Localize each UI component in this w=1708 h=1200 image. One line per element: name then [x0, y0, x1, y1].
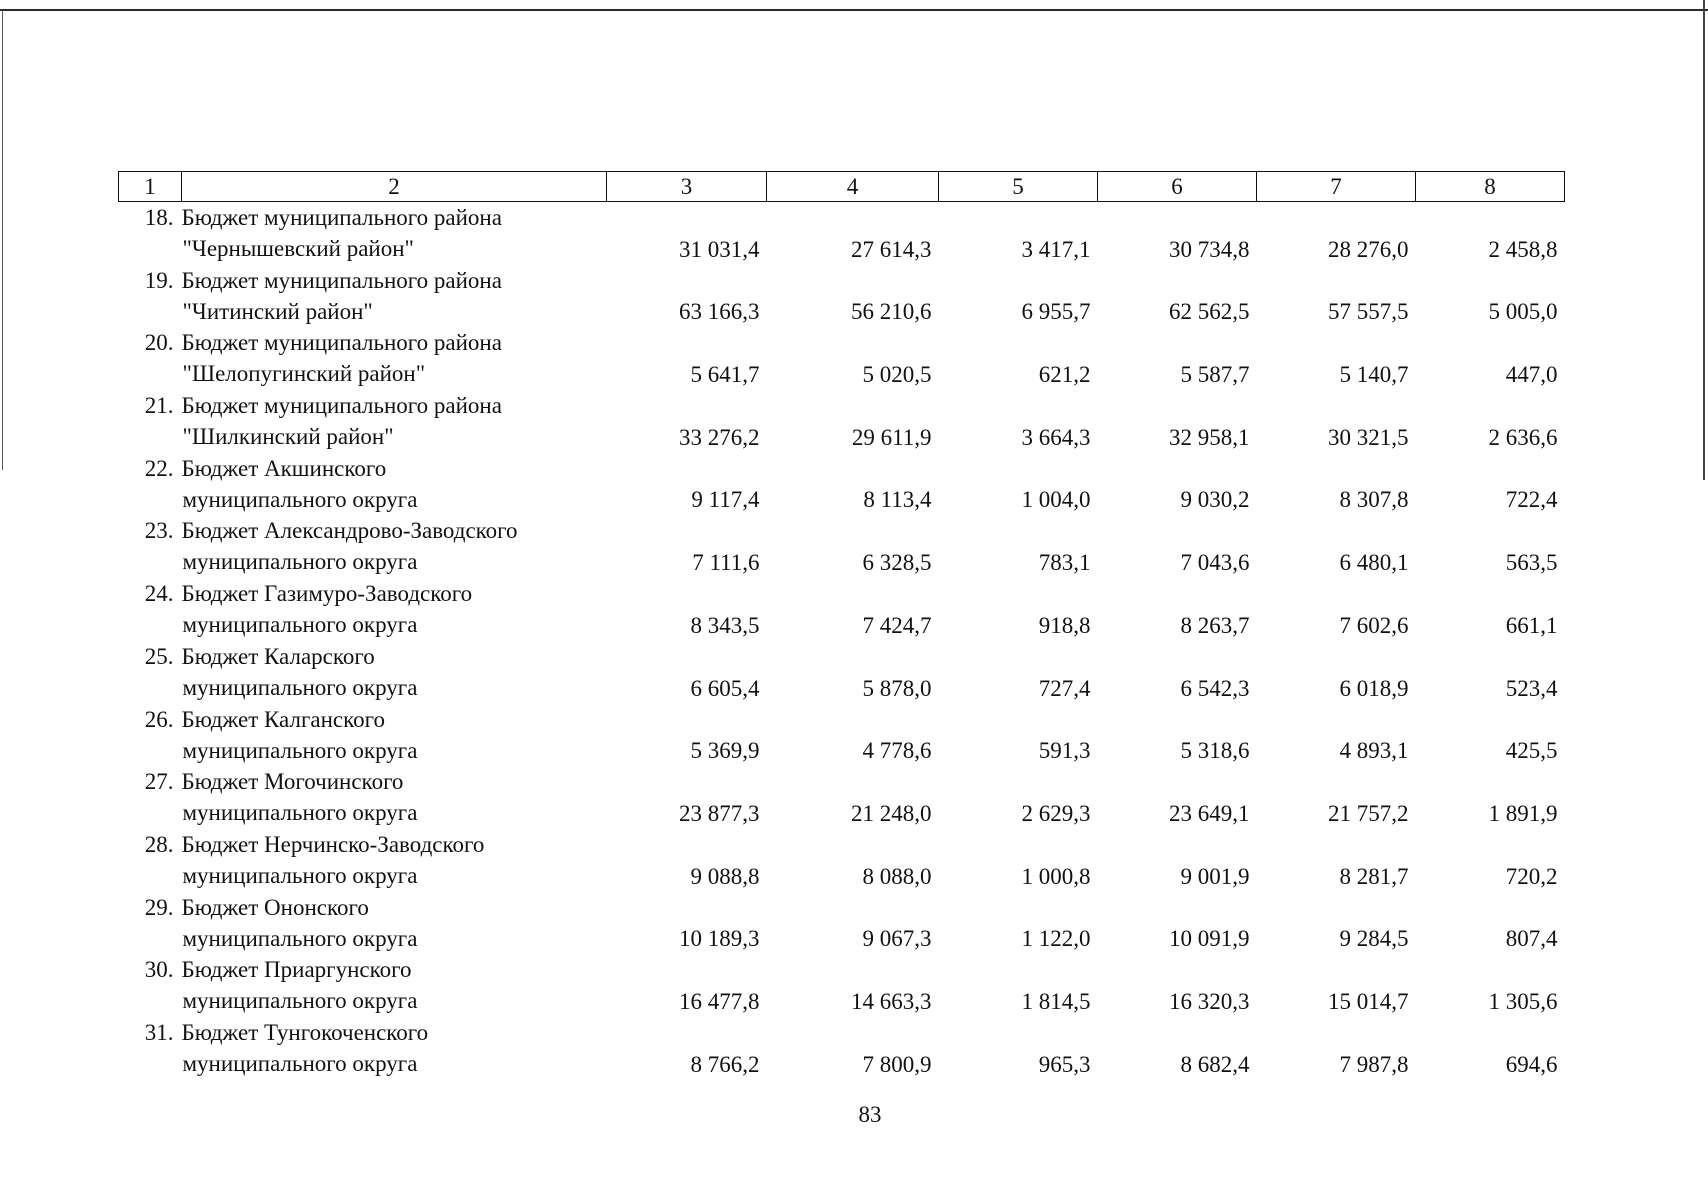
value-col-8: 2 458,8: [1488, 236, 1558, 262]
value-col-4: 7 800,9: [862, 1051, 932, 1077]
table-row: [119, 515, 1565, 578]
column-header-5: 5: [939, 172, 1098, 202]
value-col-8: 807,4: [1505, 926, 1558, 952]
value-col-7: 8 307,8: [1339, 487, 1409, 513]
table-row: [119, 202, 1565, 265]
value-col-4: 9 067,3: [862, 926, 932, 952]
column-header-7: 7: [1257, 172, 1416, 202]
budget-name-line-1: Бюджет Тунгокоченского: [181, 1019, 429, 1045]
value-col-8: 1 891,9: [1488, 800, 1558, 826]
budget-name: [182, 704, 607, 767]
budget-name: [182, 892, 607, 955]
value-col-3: 9 088,8: [690, 863, 760, 889]
budget-name-line-1: Бюджет Александрово-Заводского: [181, 518, 518, 544]
budget-name: [182, 327, 607, 390]
table-row: [119, 453, 1565, 516]
budget-name-line-1: Бюджет муниципального района: [181, 393, 502, 419]
value-col-4: 27 614,3: [851, 236, 932, 262]
value-col-6: 10 091,9: [1169, 926, 1250, 952]
scan-border-left: [2, 10, 3, 470]
budget-name-line-2: муниципального округа: [182, 486, 418, 512]
table-row: [119, 766, 1565, 829]
value-col-8: 425,5: [1505, 738, 1558, 764]
value-col-6: 8 263,7: [1180, 612, 1250, 638]
scan-border-top: [0, 9, 1708, 11]
row-number: 30.: [144, 957, 174, 983]
budget-name-line-2: муниципального округа: [182, 737, 418, 763]
budget-name-line-2: "Читинский район": [182, 298, 373, 324]
value-col-8: 2 636,6: [1488, 424, 1558, 450]
budget-name: [182, 390, 607, 453]
budget-name: [182, 766, 607, 829]
value-col-4: 6 328,5: [862, 550, 932, 576]
value-col-5: 3 417,1: [1021, 236, 1091, 262]
row-number: 20.: [144, 330, 174, 356]
value-col-8: 563,5: [1505, 550, 1558, 576]
budget-name-line-1: Бюджет Калганского: [181, 706, 385, 732]
value-col-5: 918,8: [1038, 612, 1091, 638]
value-col-4: 56 210,6: [851, 299, 932, 325]
value-col-3: 33 276,2: [679, 424, 760, 450]
value-col-4: 8 113,4: [863, 487, 932, 513]
row-number: 29.: [144, 894, 174, 920]
value-col-6: 62 562,5: [1169, 299, 1250, 325]
value-col-4: 5 878,0: [862, 675, 932, 701]
value-col-5: 727,4: [1038, 675, 1091, 701]
value-col-3: 8 343,5: [690, 612, 760, 638]
row-number: 28.: [144, 831, 174, 857]
budget-name-line-2: муниципального округа: [182, 800, 418, 826]
value-col-4: 4 778,6: [862, 738, 932, 764]
row-number: 23.: [144, 518, 174, 544]
column-header-6: 6: [1098, 172, 1257, 202]
budget-name: [182, 954, 607, 1017]
table-row: [119, 954, 1565, 1017]
value-col-5: 621,2: [1038, 362, 1091, 388]
value-col-7: 21 757,2: [1328, 800, 1409, 826]
budget-name-line-2: муниципального округа: [182, 862, 418, 888]
column-header-8: 8: [1416, 172, 1565, 202]
budget-name-line-2: муниципального округа: [182, 612, 418, 638]
budget-name: [182, 202, 607, 265]
value-col-3: 31 031,4: [679, 236, 760, 262]
table-row: [119, 704, 1565, 767]
value-col-8: 694,6: [1505, 1051, 1558, 1077]
budget-name-line-2: "Шелопугинский район": [182, 361, 426, 387]
budget-name-line-1: Бюджет Каларского: [181, 643, 375, 669]
value-col-7: 7 987,8: [1339, 1051, 1409, 1077]
table-row: [119, 390, 1565, 453]
value-col-7: 57 557,5: [1328, 299, 1409, 325]
budget-name: [182, 453, 607, 516]
value-col-3: 16 477,8: [679, 988, 760, 1014]
budget-name-line-1: Бюджет Нерчинско-Заводского: [181, 831, 485, 857]
value-col-7: 15 014,7: [1328, 988, 1409, 1014]
budget-name-line-2: муниципального округа: [182, 988, 418, 1014]
table-body: [119, 202, 1565, 1080]
value-col-5: 965,3: [1038, 1051, 1091, 1077]
value-col-4: 7 424,7: [862, 612, 932, 638]
budget-name-line-1: Бюджет муниципального района: [181, 205, 502, 230]
row-number: 21.: [144, 393, 174, 419]
header-row: [119, 172, 1565, 202]
budget-name: [182, 829, 607, 892]
value-col-5: 6 955,7: [1021, 299, 1091, 325]
value-col-3: 5 641,7: [690, 362, 760, 388]
row-number: 31.: [144, 1019, 174, 1045]
value-col-7: 4 893,1: [1339, 738, 1409, 764]
row-number: 18.: [144, 205, 174, 230]
value-col-6: 6 542,3: [1180, 675, 1250, 701]
table-row: [119, 892, 1565, 955]
budget-name: [182, 641, 607, 704]
value-col-4: 29 611,9: [851, 424, 932, 450]
budget-name: [182, 265, 607, 328]
value-col-3: 63 166,3: [679, 299, 760, 325]
budget-name: [182, 515, 607, 578]
table-row: [119, 829, 1565, 892]
value-col-6: 7 043,6: [1180, 550, 1250, 576]
table-row: [119, 327, 1565, 390]
budget-name-line-1: Бюджет муниципального района: [181, 267, 502, 293]
value-col-5: 1 122,0: [1021, 926, 1091, 952]
value-col-4: 14 663,3: [851, 988, 932, 1014]
value-col-8: 5 005,0: [1488, 299, 1558, 325]
budget-name-line-2: муниципального округа: [182, 549, 418, 575]
table-row: [119, 578, 1565, 641]
table-row: [119, 1017, 1565, 1080]
value-col-8: 523,4: [1505, 675, 1558, 701]
value-col-6: 5 318,6: [1180, 738, 1250, 764]
budget-name: [182, 578, 607, 641]
value-col-7: 28 276,0: [1328, 236, 1409, 262]
row-number: 25.: [144, 643, 174, 669]
value-col-3: 23 877,3: [679, 800, 760, 826]
value-col-5: 1 004,0: [1021, 487, 1091, 513]
budget-table-container: [118, 171, 1564, 1080]
table-row: [119, 265, 1565, 328]
value-col-6: 9 030,2: [1180, 487, 1250, 513]
value-col-3: 6 605,4: [690, 675, 760, 701]
value-col-6: 8 682,4: [1180, 1051, 1250, 1077]
scan-border-right: [1703, 0, 1705, 480]
value-col-7: 6 480,1: [1339, 550, 1409, 576]
row-number: 19.: [144, 267, 174, 293]
value-col-3: 7 111,6: [692, 550, 760, 576]
row-number: 26.: [144, 706, 174, 732]
value-col-4: 8 088,0: [862, 863, 932, 889]
budget-name-line-1: Бюджет Газимуро-Заводского: [181, 581, 473, 607]
budget-name-line-2: муниципального округа: [182, 925, 418, 951]
value-col-3: 9 117,4: [691, 487, 760, 513]
value-col-6: 5 587,7: [1180, 362, 1250, 388]
value-col-6: 23 649,1: [1169, 800, 1250, 826]
value-col-3: 10 189,3: [679, 926, 760, 952]
column-header-4: 4: [767, 172, 939, 202]
value-col-7: 7 602,6: [1339, 612, 1409, 638]
row-number: 24.: [144, 581, 174, 607]
value-col-7: 6 018,9: [1339, 675, 1409, 701]
budget-name-line-2: "Шилкинский район": [182, 424, 394, 450]
value-col-3: 8 766,2: [690, 1051, 760, 1077]
value-col-8: 447,0: [1505, 362, 1558, 388]
value-col-3: 5 369,9: [690, 738, 760, 764]
value-col-5: 2 629,3: [1021, 800, 1091, 826]
budget-name-line-2: "Чернышевский район": [182, 236, 414, 261]
row-number: 22.: [144, 455, 174, 481]
value-col-7: 5 140,7: [1339, 362, 1409, 388]
value-col-5: 591,3: [1038, 738, 1091, 764]
budget-name-line-1: Бюджет Акшинского: [181, 455, 387, 481]
value-col-4: 21 248,0: [851, 800, 932, 826]
value-col-8: 722,4: [1505, 487, 1558, 513]
budget-name-line-1: Бюджет муниципального района: [181, 330, 502, 356]
value-col-8: 661,1: [1505, 612, 1558, 638]
value-col-8: 720,2: [1505, 863, 1558, 889]
value-col-4: 5 020,5: [862, 362, 932, 388]
value-col-6: 9 001,9: [1180, 863, 1250, 889]
column-header-2: 2: [182, 172, 607, 202]
budget-name-line-2: муниципального округа: [182, 674, 418, 700]
budget-name-line-2: муниципального округа: [182, 1050, 418, 1076]
value-col-7: 30 321,5: [1328, 424, 1409, 450]
value-col-6: 30 734,8: [1169, 236, 1250, 262]
value-col-5: 783,1: [1038, 550, 1091, 576]
value-col-5: 1 000,8: [1021, 863, 1091, 889]
budget-name-line-1: Бюджет Ононского: [181, 894, 369, 920]
column-header-1: 1: [119, 172, 182, 202]
table-header: [119, 172, 1565, 202]
table-row: [119, 641, 1565, 704]
page-number: 83: [858, 1102, 882, 1127]
value-col-6: 16 320,3: [1169, 988, 1250, 1014]
budget-table: [118, 171, 1565, 1080]
value-col-6: 32 958,1: [1169, 424, 1250, 450]
row-number: 27.: [144, 769, 174, 795]
column-header-3: 3: [607, 172, 767, 202]
value-col-8: 1 305,6: [1488, 988, 1558, 1014]
value-col-7: 9 284,5: [1339, 926, 1409, 952]
budget-name: [182, 1017, 607, 1080]
value-col-7: 8 281,7: [1339, 863, 1409, 889]
budget-name-line-1: Бюджет Могочинского: [181, 769, 404, 795]
budget-name-line-1: Бюджет Приаргунского: [181, 957, 412, 983]
value-col-5: 1 814,5: [1021, 988, 1091, 1014]
value-col-5: 3 664,3: [1021, 424, 1091, 450]
